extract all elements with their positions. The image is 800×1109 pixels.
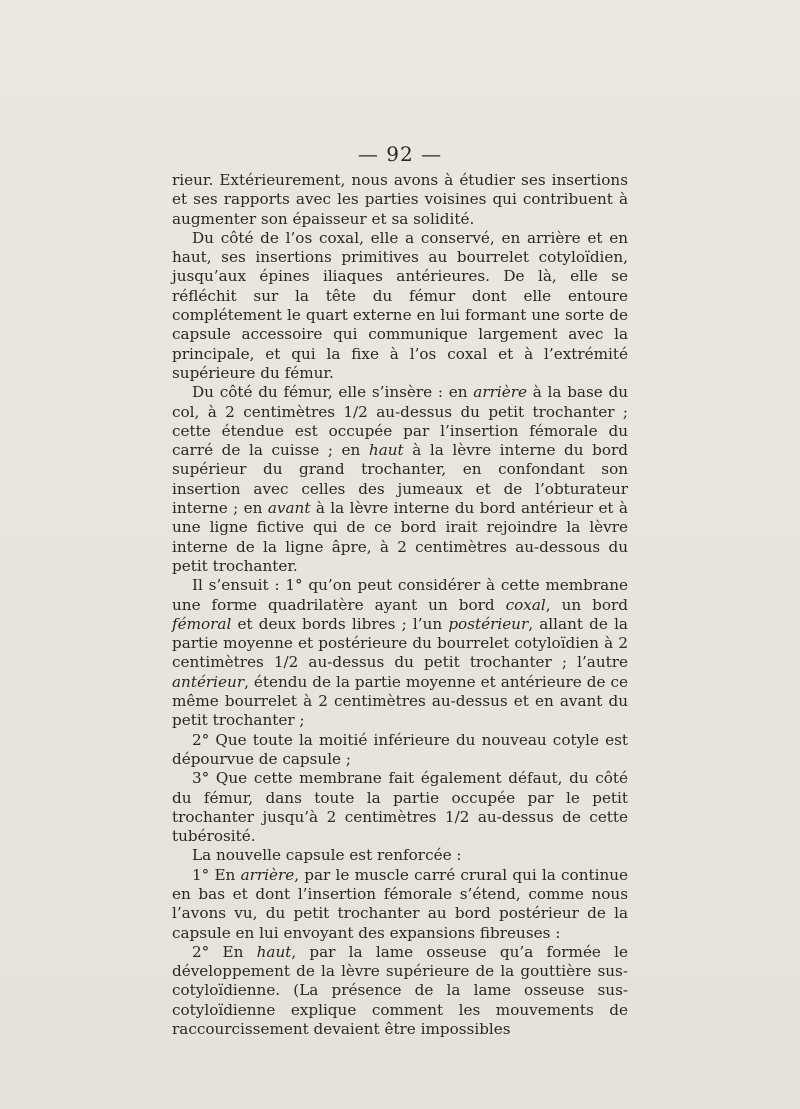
italic-term: avant (267, 499, 311, 518)
text-run: à la base du col, à 2 centimètres 1/2 au-dessus du petit trochanter ; cette étendue est occupée par l’insertion fémorale du carré de la cuisse ; en (172, 383, 629, 460)
text-run: 2° En (192, 942, 257, 961)
text-run: à la lèvre interne du bord supérieur du grand trochanter, en confondant son insertion avec celles des jumeaux et de l’obturateur interne ; en (172, 441, 628, 518)
italic-term: arrière (240, 865, 295, 884)
page-number: — 92 — (357, 142, 443, 166)
paragraph (172, 943, 628, 1039)
italic-term: coxal (505, 595, 546, 614)
italic-term: postérieur (448, 614, 529, 633)
italic-term: haut (368, 441, 404, 460)
paragraph (172, 229, 628, 383)
italic-term: fémoral (172, 614, 232, 633)
text-run: à la lèvre interne du bord antérieur et à une ligne fictive qui de ce bord irait rejoindre la lèvre interne de la ligne âpre, à 2 centimètres au-dessous du petit trochanter. (172, 499, 628, 575)
text-run: 3° Que cette membrane fait également défaut, du côté du fémur, dans toute la partie occupée par le petit trochanter jusqu’à 2 centimètres 1/2 au-dessus de cette tubérosité. (172, 769, 628, 846)
text-run: Du côté de l’os coxal, elle a conservé, en arrière et en haut, ses insertions primitives au bourrelet cotyloïdien, jusqu’aux épines iliaques antérieures. De là, elle se réfléchit sur la tête du fémur dont elle entoure complétement le quart externe en lui formant une sorte de capsule accessoire qui communique largement avec la principale, et qui la fixe à l’os coxal et à l’extrémité supérieure du fémur. (172, 228, 628, 382)
text-run: , un bord (545, 595, 628, 614)
text-run: , étendu de la partie moyenne et antérieure de ce même bourrelet à 2 centimètres au-dessus et en avant du petit trochanter ; (172, 672, 628, 730)
italic-term: haut (256, 942, 292, 961)
paragraph (172, 769, 628, 846)
text-run: 1° En (192, 865, 241, 884)
text-run: , par la lame osseuse qu’a formée le développement de la lèvre supérieure de la gouttière sus-cotyloïdienne. (La présence de la lame osseuse sus-cotyloïdienne explique comment les mouvements de raccourcissement devaient être impossibles (172, 942, 628, 1039)
italic-term: arrière (473, 383, 527, 402)
italic-term: antérieur (172, 672, 245, 691)
text-run: Il s’ensuit : 1° qu’on peut considérer à cette membrane une forme quadrilatère ayant un bord (172, 576, 628, 614)
text-run: et deux bords libres ; l’un (231, 614, 449, 633)
paragraph (172, 383, 628, 576)
text-run: La nouvelle capsule est renforcée : (192, 846, 462, 865)
paragraph (172, 846, 628, 865)
text-run: , allant de la partie moyenne et postérieure du bourrelet cotyloïdien à 2 centimètres 1/2 au-dessus du petit trochanter ; l’autre (172, 614, 628, 672)
paragraph (172, 866, 628, 943)
paragraph (172, 731, 628, 770)
text-run: rieur. Extérieurement, nous avons à étudier ses insertions et ses rapports avec les parties voisines qui contribuent à augmenter son épaisseur et sa solidité. (172, 171, 628, 228)
body-text (172, 171, 628, 1039)
text-run: 2° Que toute la moitié inférieure du nouveau cotyle est dépourvue de capsule ; (172, 730, 628, 768)
paragraph (172, 576, 628, 730)
text-run: , par le muscle carré crural qui la continue en bas et dont l’insertion fémorale s’étend, comme nous l’avons vu, du petit trochanter au bord postérieur de la capsule en lui envoyant des expansions fibreuses : (172, 865, 628, 942)
paragraph (172, 171, 628, 229)
text-run: Du côté du fémur, elle s’insère : en (192, 383, 474, 402)
